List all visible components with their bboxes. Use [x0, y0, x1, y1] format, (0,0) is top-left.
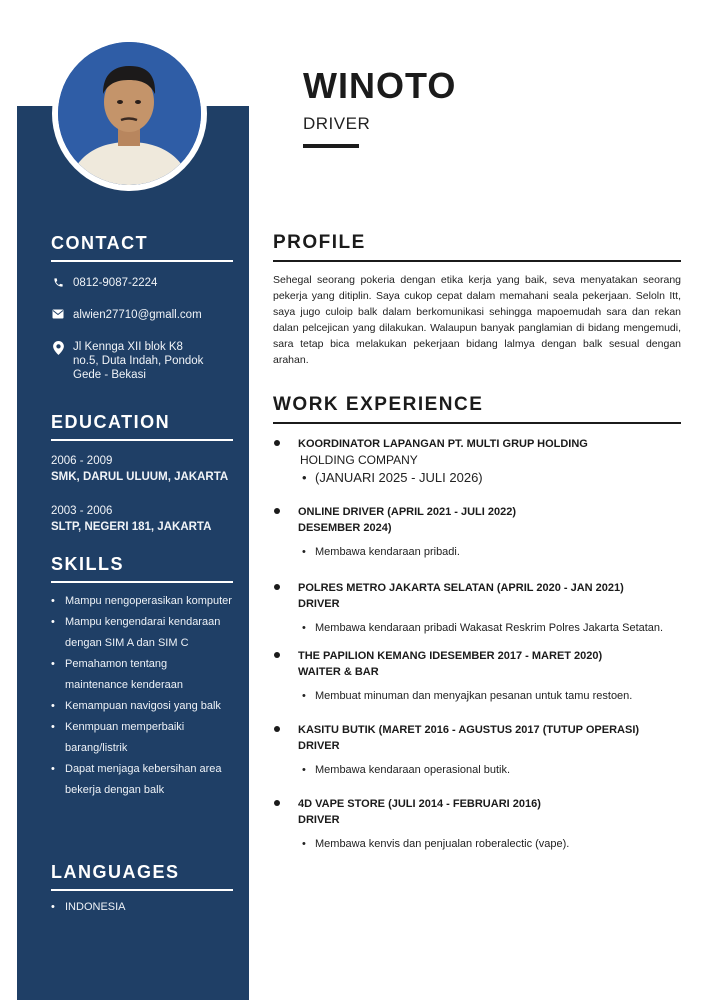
job-title: ONLINE DRIVER (APRIL 2021 - JULI 2022) [298, 506, 517, 518]
email-text: alwien27710@gmall.com [73, 309, 202, 321]
work-experience-section [273, 394, 681, 852]
skill-item: • Mampu nengoperasikan komputer [51, 591, 233, 612]
skill-item: • Dapat menjaga kebersihan area bekerja dengan balk [51, 759, 233, 801]
skills-list [51, 591, 233, 801]
contact-phone [51, 276, 233, 290]
contact-email [51, 308, 233, 322]
job-description: • (JANUARI 2025 - JULI 2026) [298, 470, 681, 486]
job-description: • Membuat minuman dan menyajkan pesanan untuk tamu restoen. [298, 688, 681, 704]
profile-title: PROFILE [273, 232, 681, 262]
job-title: POLRES METRO JAKARTA SELATAN (APRIL 2020 - JAN 2021) [298, 582, 624, 594]
profile-section [273, 232, 681, 368]
job-description: • Membawa kendaraan operasional butik. [298, 762, 681, 778]
languages-section [51, 862, 233, 913]
languages-title: LANGUAGES [51, 862, 233, 891]
job-item [273, 580, 681, 636]
work-experience-title: WORK EXPERIENCE [273, 394, 681, 424]
sidebar [17, 106, 249, 1000]
person-role: DRIVER [303, 114, 371, 133]
name-divider [303, 144, 359, 148]
job-item [273, 504, 681, 560]
job-description: • Membawa kenvis dan penjualan roberalectic (vape). [298, 836, 681, 852]
job-item [273, 722, 681, 778]
job-subtitle: WAITER & BAR [298, 666, 379, 678]
skill-item: • Pemahamon tentang maintenance kenderaan [51, 654, 233, 696]
education-school: SLTP, NEGERI 181, JAKARTA [51, 521, 212, 533]
job-title: KOORDINATOR LAPANGAN PT. MULTI GRUP HOLDING [298, 438, 588, 450]
profile-photo [52, 36, 207, 191]
job-item [273, 796, 681, 852]
location-pin-icon [51, 340, 65, 355]
languages-list [51, 901, 233, 913]
phone-text: 0812-9087-2224 [73, 277, 158, 289]
contact-title: CONTACT [51, 233, 233, 262]
job-subtitle: HOLDING COMPANY [300, 453, 418, 467]
job-item [273, 436, 681, 486]
name-header [303, 64, 456, 148]
job-title: 4D VAPE STORE (JULI 2014 - FEBRUARI 2016) [298, 798, 541, 810]
contact-address [51, 340, 233, 382]
person-name: WINOTO [303, 65, 457, 106]
contact-section [51, 233, 233, 382]
language-item: • INDONESIA [51, 901, 233, 913]
job-title: THE PAPILION KEMANG IDESEMBER 2017 - MARET 2020) [298, 650, 603, 662]
phone-icon [51, 276, 65, 288]
job-item [273, 648, 681, 704]
job-title: KASITU BUTIK (MARET 2016 - AGUSTUS 2017 (TUTUP OPERASI) [298, 724, 640, 736]
address-text: Jl Kennga XII blok K8 no.5, Duta Indah, Pondok Gede - Bekasi [73, 341, 204, 381]
education-item [51, 453, 233, 485]
skills-section [51, 554, 233, 801]
skills-title: SKILLS [51, 554, 233, 583]
job-description: • Membawa kendaraan pribadi. [298, 544, 681, 560]
job-subtitle: DESEMBER 2024) [298, 522, 392, 534]
education-years: 2003 - 2006 [51, 505, 113, 517]
skill-item: • Kemampuan navigosi yang balk [51, 696, 233, 717]
education-section [51, 412, 233, 535]
education-school: SMK, DARUL ULUUM, JAKARTA [51, 471, 229, 483]
profile-text: Sehegal seorang pokeria dengan etika kerja yang baik, seva menyatakan seorang pekerja yang ditiplin. Saya cukop cepat dalam memahani seala pekerjaan. Seloln Itt, saya jugo culoip balk dalam berkomunikasi sehingga mapoemudah sara dan rekan dalan pelcejican yang dilakukan. Walaupun banyak panglamian di bidang mengemudi, sara tetap bica melakukan pekerjaan bidang lalmya dengan balk sesual dengan arahan. [273, 274, 681, 366]
education-title: EDUCATION [51, 412, 233, 441]
skill-item: • Kenmpuan memperbaiki barang/listrik [51, 717, 233, 759]
education-item [51, 503, 233, 535]
job-description: • Membawa kendaraan pribadi Wakasat Reskrim Polres Jakarta Setatan. [298, 620, 681, 636]
job-subtitle: DRIVER [298, 814, 340, 826]
skill-item: • Mampu kengendarai kendaraan dengan SIM A dan SIM C [51, 612, 233, 654]
education-years: 2006 - 2009 [51, 455, 113, 467]
job-subtitle: DRIVER [298, 740, 340, 752]
job-subtitle: DRIVER [298, 598, 340, 610]
mail-icon [51, 308, 65, 319]
avatar [58, 42, 201, 185]
